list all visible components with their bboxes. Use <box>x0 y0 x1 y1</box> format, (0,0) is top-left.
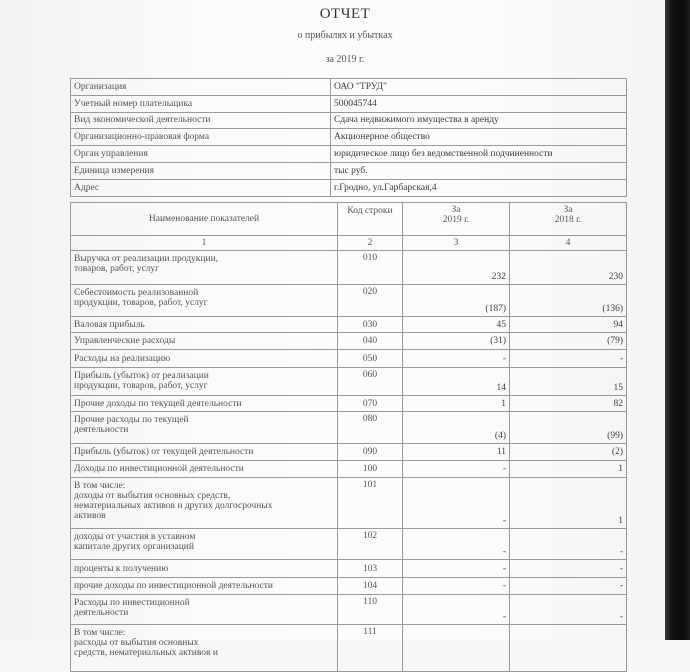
row-indicator-name: Управленческие расходы <box>71 333 338 350</box>
table-row <box>71 317 627 333</box>
scan-dark-edge <box>665 0 690 640</box>
row-line-code: 020 <box>338 285 403 317</box>
row-value-2018: - <box>510 560 627 578</box>
table-row <box>71 285 627 317</box>
row-line-code: 080 <box>338 412 403 444</box>
row-value-2019: 1 <box>403 396 510 412</box>
row-line-code: 040 <box>338 333 403 350</box>
row-indicator-name: Прибыль (убыток) от текущей деятельности <box>71 444 338 461</box>
info-row <box>71 162 627 179</box>
info-row <box>71 95 627 112</box>
column-number-4: 4 <box>510 236 627 251</box>
row-line-code: 030 <box>338 317 403 333</box>
header-year-2018: За 2018 г. <box>510 203 627 236</box>
table-row <box>71 578 627 595</box>
header-line-code: Код строки <box>338 203 403 236</box>
row-value-2018 <box>510 625 627 672</box>
table-row <box>71 251 627 285</box>
row-value-2018: 94 <box>510 317 627 333</box>
row-indicator-name: Прочие доходы по текущей деятельности <box>71 396 338 412</box>
row-value-2019: - <box>403 578 510 595</box>
row-line-code: 090 <box>338 444 403 461</box>
row-value-2019: - <box>403 595 510 625</box>
row-indicator-name: доходы от участия в уставном капитале других организаций <box>71 529 338 560</box>
row-value-2018: - <box>510 529 627 560</box>
row-value-2018: 82 <box>510 396 627 412</box>
info-value: 500045744 <box>331 95 627 112</box>
info-value: г.Гродно, ул.Гарбарская,4 <box>331 179 627 196</box>
info-label: Учетный номер плательщика <box>71 95 331 112</box>
row-value-2019: 11 <box>403 444 510 461</box>
info-row <box>71 129 627 146</box>
table-row <box>71 368 627 396</box>
table-row <box>71 412 627 444</box>
info-row <box>71 179 627 196</box>
info-row <box>71 146 627 163</box>
row-value-2018: (136) <box>510 285 627 317</box>
table-row <box>71 461 627 478</box>
table-header-row <box>71 203 627 236</box>
info-label: Организационно-правовая форма <box>71 129 331 146</box>
table-row <box>71 396 627 412</box>
table-row <box>71 595 627 625</box>
document-title: ОТЧЕТ <box>319 6 371 22</box>
info-value: Акционерное общество <box>331 129 627 146</box>
row-value-2018: 1 <box>510 461 627 478</box>
row-indicator-name: Доходы по инвестиционной деятельности <box>71 461 338 478</box>
table-row <box>71 350 627 368</box>
row-indicator-name: Валовая прибыль <box>71 317 338 333</box>
info-row <box>71 112 627 129</box>
table-row <box>71 333 627 350</box>
row-indicator-name: Расходы на реализацию <box>71 350 338 368</box>
row-value-2018: 230 <box>510 251 627 285</box>
row-value-2018: (99) <box>510 412 627 444</box>
row-value-2019: (31) <box>403 333 510 350</box>
row-value-2018: (79) <box>510 333 627 350</box>
info-row <box>71 79 627 96</box>
row-indicator-name: Расходы по инвестиционной деятельности <box>71 595 338 625</box>
info-label: Орган управления <box>71 146 331 163</box>
row-indicator-name: Себестоимость реализованной продукции, товаров, работ, услуг <box>71 285 338 317</box>
column-number-1: 1 <box>71 236 338 251</box>
row-value-2019: - <box>403 461 510 478</box>
info-value: тыс руб. <box>331 162 627 179</box>
profit-loss-table <box>70 202 627 672</box>
row-line-code: 111 <box>338 625 403 672</box>
row-value-2019: - <box>403 560 510 578</box>
info-label: Организация <box>71 79 331 96</box>
table-row <box>71 529 627 560</box>
row-value-2018: 1 <box>510 478 627 529</box>
row-value-2018: - <box>510 578 627 595</box>
info-label: Единица измерения <box>71 162 331 179</box>
row-value-2019: - <box>403 529 510 560</box>
table-row <box>71 625 627 672</box>
document-subtitle: о прибылях и убытках <box>297 30 393 41</box>
row-indicator-name: проценты к получению <box>71 560 338 578</box>
row-value-2018: - <box>510 595 627 625</box>
column-number-2: 2 <box>338 236 403 251</box>
row-value-2019: - <box>403 478 510 529</box>
row-indicator-name: прочие доходы по инвестиционной деятельности <box>71 578 338 595</box>
row-value-2019: (187) <box>403 285 510 317</box>
info-label: Адрес <box>71 179 331 196</box>
column-number-row <box>71 236 627 251</box>
row-value-2018: (2) <box>510 444 627 461</box>
row-value-2019: 232 <box>403 251 510 285</box>
row-line-code: 101 <box>338 478 403 529</box>
row-value-2018: 15 <box>510 368 627 396</box>
row-indicator-name: Прочие расходы по текущей деятельности <box>71 412 338 444</box>
info-value: юридическое лицо без ведомственной подчиненности <box>331 146 627 163</box>
header-indicator-name: Наименование показателей <box>71 203 338 236</box>
row-line-code: 060 <box>338 368 403 396</box>
header-year-2019: За 2019 г. <box>403 203 510 236</box>
row-indicator-name: В том числе: доходы от выбытия основных средств, нематериальных активов и других долгосрочных активов <box>71 478 338 529</box>
row-line-code: 070 <box>338 396 403 412</box>
row-value-2019 <box>403 625 510 672</box>
row-indicator-name: Прибыль (убыток) от реализации продукции, товаров, работ, услуг <box>71 368 338 396</box>
info-label: Вид экономической деятельности <box>71 112 331 129</box>
info-value: ОАО "ТРУД" <box>331 79 627 96</box>
row-value-2019: - <box>403 350 510 368</box>
row-line-code: 050 <box>338 350 403 368</box>
organization-info-table <box>70 78 627 197</box>
row-line-code: 110 <box>338 595 403 625</box>
row-indicator-name: В том числе: расходы от выбытия основных средств, нематериальных активов и <box>71 625 338 672</box>
row-value-2019: 14 <box>403 368 510 396</box>
table-row <box>71 560 627 578</box>
info-value: Сдача недвижимого имущества в аренду <box>331 112 627 129</box>
row-line-code: 103 <box>338 560 403 578</box>
row-line-code: 100 <box>338 461 403 478</box>
row-line-code: 102 <box>338 529 403 560</box>
table-row <box>71 444 627 461</box>
document-period: за 2019 г. <box>325 54 365 65</box>
row-line-code: 010 <box>338 251 403 285</box>
table-row <box>71 478 627 529</box>
column-number-3: 3 <box>403 236 510 251</box>
row-value-2019: 45 <box>403 317 510 333</box>
row-value-2018: - <box>510 350 627 368</box>
row-indicator-name: Выручка от реализации продукции, товаров, работ, услуг <box>71 251 338 285</box>
row-line-code: 104 <box>338 578 403 595</box>
row-value-2019: (4) <box>403 412 510 444</box>
